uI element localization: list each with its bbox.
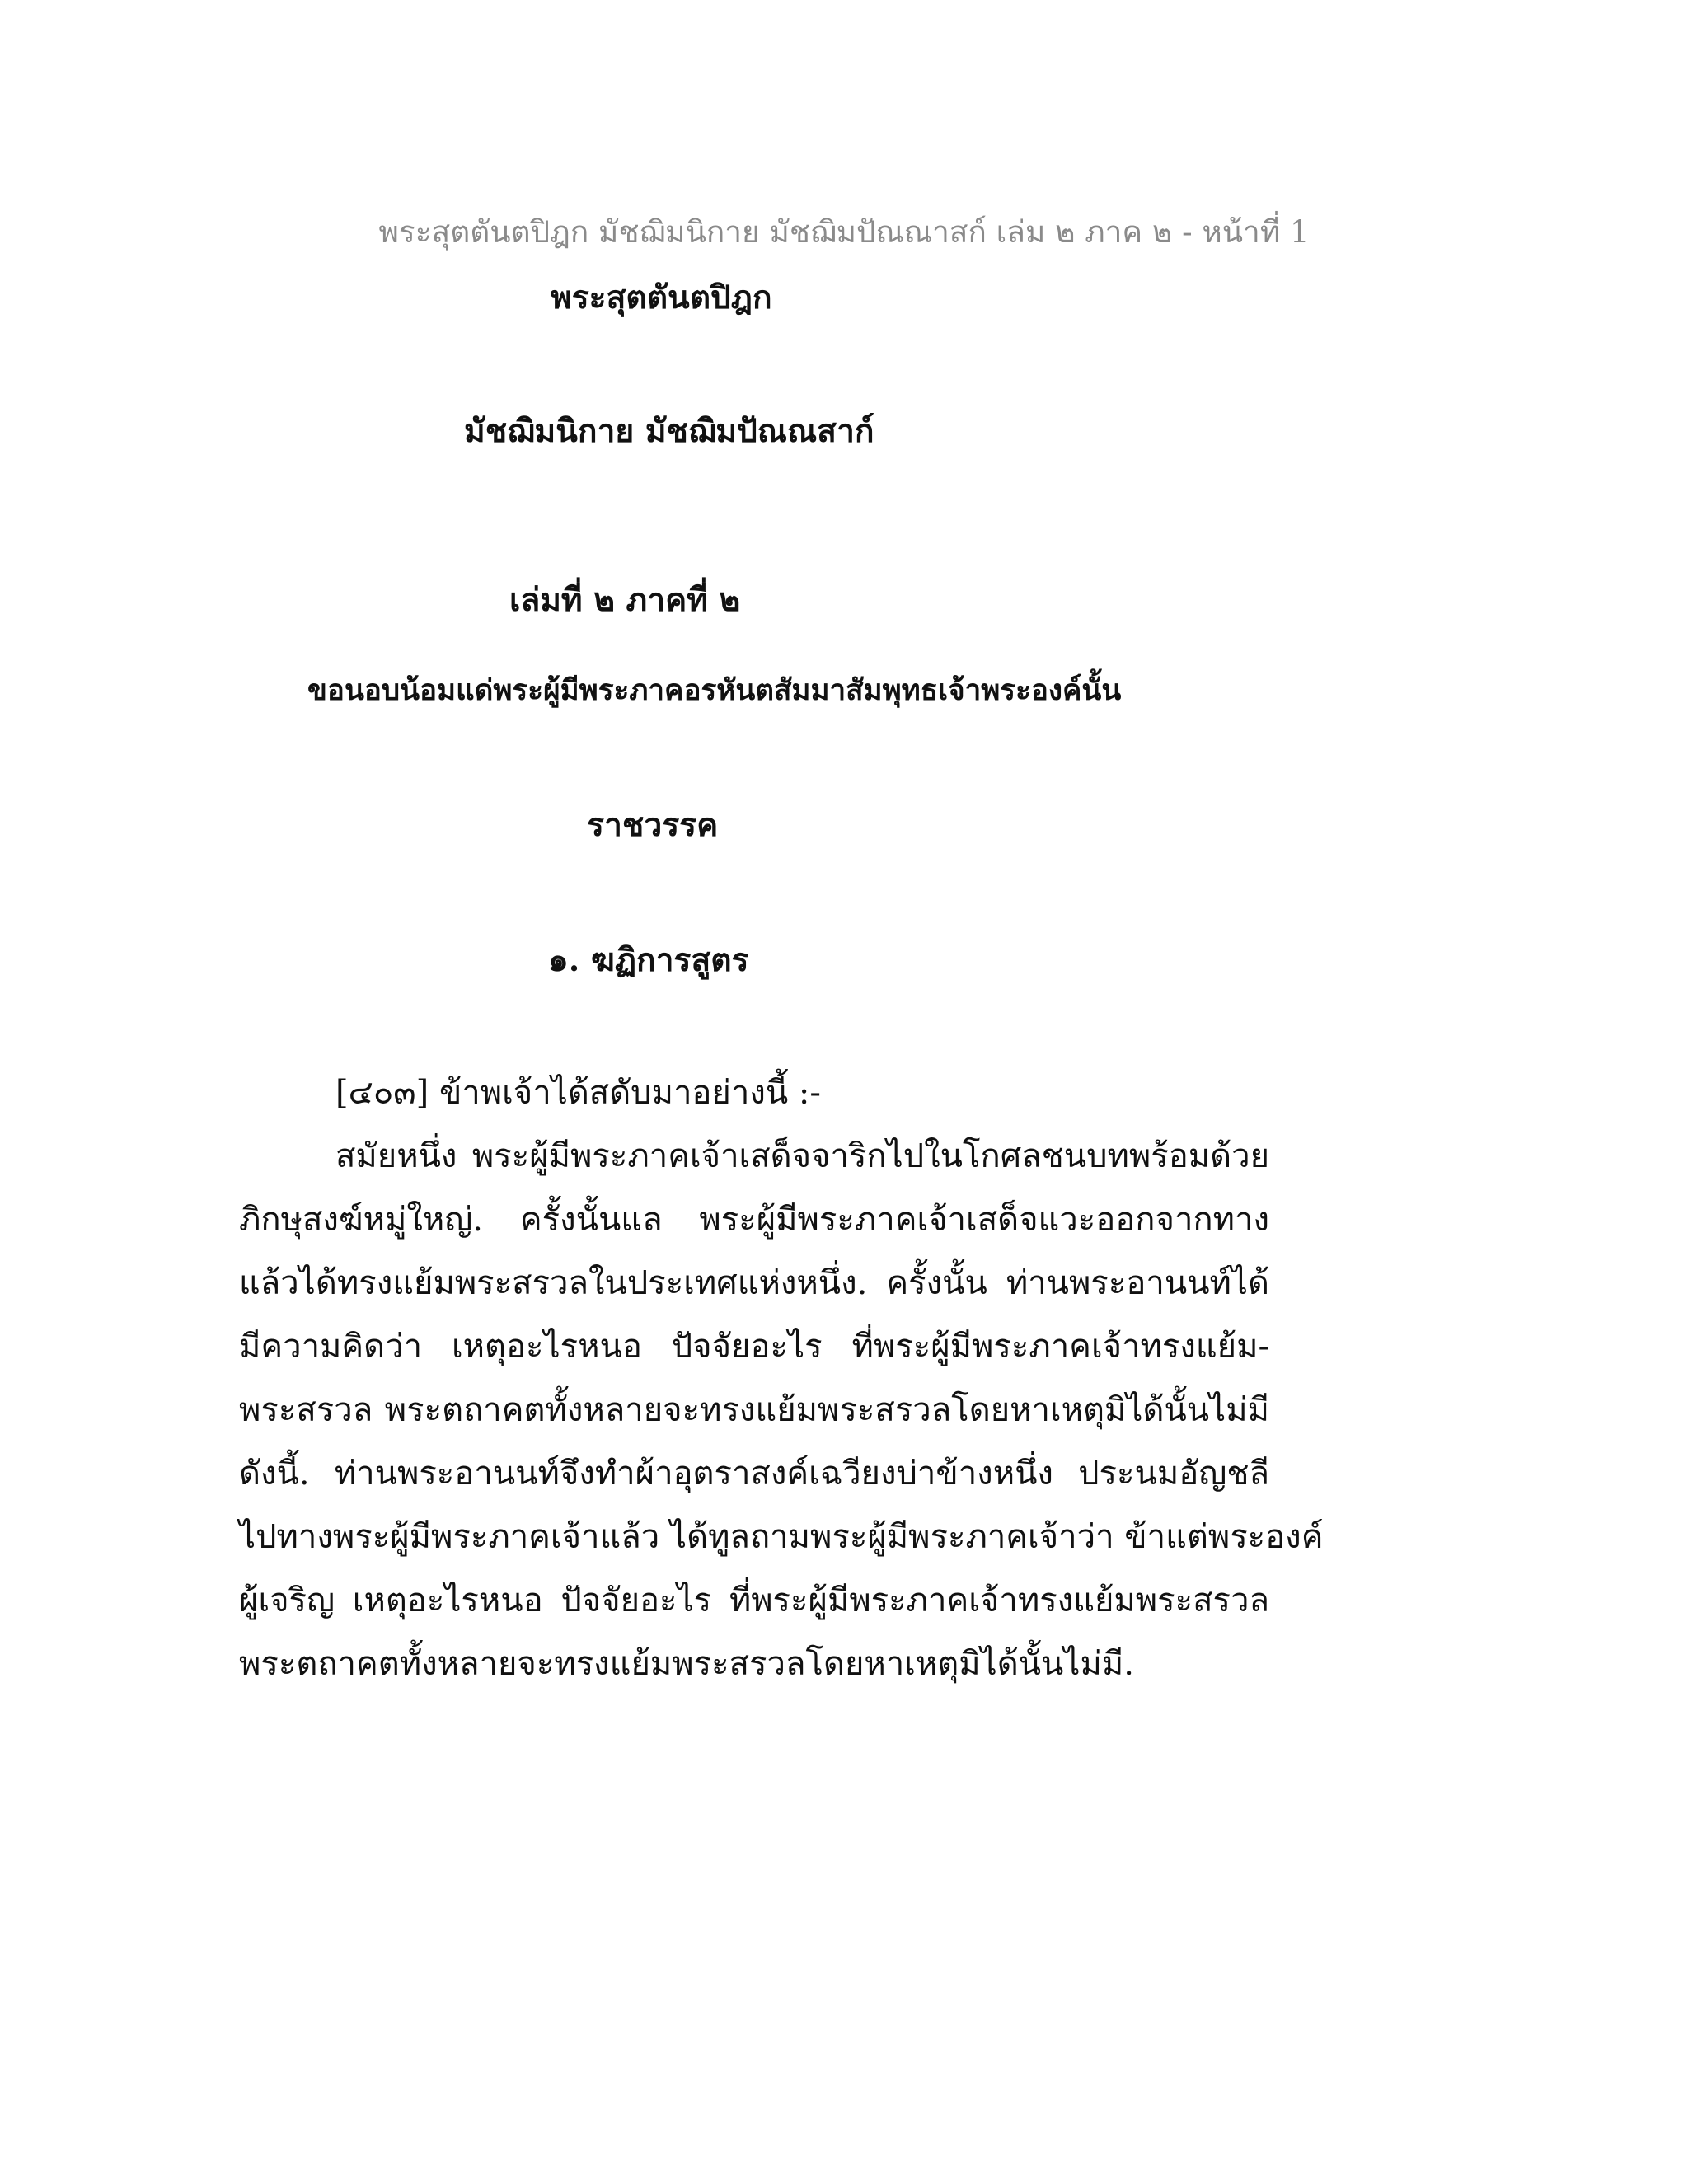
paragraph-line: ผู้เจริญ เหตุอะไรหนอ ปัจจัยอะไร ที่พระผู้มีพระภาคเจ้าทรงแย้มพระสรวล bbox=[239, 1582, 1269, 1619]
paragraph-line: สมัยหนึ่ง พระผู้มีพระภาคเจ้าเสด็จจาริกไปในโกศลชนบทพร้อมด้วย bbox=[335, 1137, 1269, 1175]
vagga-title: ราชวรรค bbox=[587, 806, 719, 844]
paragraph-line: ภิกษุสงฆ์หมู่ใหญ่. ครั้งนั้นแล พระผู้มีพระภาคเจ้าเสด็จแวะออกจากทาง bbox=[239, 1201, 1269, 1239]
paragraph-line: พระตถาคตทั้งหลายจะทรงแย้มพระสรวลโดยหาเหตุมิได้นั้นไม่มี. bbox=[239, 1645, 1134, 1683]
paragraph-line: พระสรวล พระตถาคตทั้งหลายจะทรงแย้มพระสรวลโดยหาเหตุมิได้นั้นไม่มี bbox=[239, 1391, 1269, 1429]
paragraph-line: ไปทางพระผู้มีพระภาคเจ้าแล้ว ได้ทูลถามพระผู้มีพระภาคเจ้าว่า ข้าแต่พระองค์ bbox=[239, 1518, 1324, 1556]
page-header: พระสุตตันตปิฎก มัชฌิมนิกาย มัชฌิมปัณณาสก์ เล่ม ๒ ภาค ๒ - หน้าที่ 1 bbox=[378, 214, 1310, 250]
paragraph-line: [๔๐๓] ข้าพเจ้าได้สดับมาอย่างนี้ :- bbox=[335, 1074, 821, 1112]
paragraph-line: มีความคิดว่า เหตุอะไรหนอ ปัจจัยอะไร ที่พระผู้มีพระภาคเจ้าทรงแย้ม- bbox=[239, 1328, 1269, 1366]
paragraph-line: แล้วได้ทรงแย้มพระสรวลในประเทศแห่งหนึ่ง. ครั้งนั้น ท่านพระอานนท์ได้ bbox=[239, 1264, 1269, 1302]
pitaka-title: พระสุตตันตปิฎก bbox=[551, 279, 772, 316]
homage-line: ขอนอบน้อมแด่พระผู้มีพระภาคอรหันตสัมมาสัมพุทธเจ้าพระองค์นั้น bbox=[307, 673, 1122, 707]
volume-title: เล่มที่ ๒ ภาคที่ ๒ bbox=[509, 581, 741, 619]
paragraph-line: ดังนี้. ท่านพระอานนท์จึงทำผ้าอุตราสงค์เฉวียงบ่าข้างหนึ่ง ประนมอัญชลี bbox=[239, 1455, 1269, 1493]
nikaya-title: มัชฌิมนิกาย มัชฌิมปัณณสาก์ bbox=[464, 412, 874, 450]
sutta-title: ๑. ฆฏิการสูตร bbox=[548, 941, 749, 979]
